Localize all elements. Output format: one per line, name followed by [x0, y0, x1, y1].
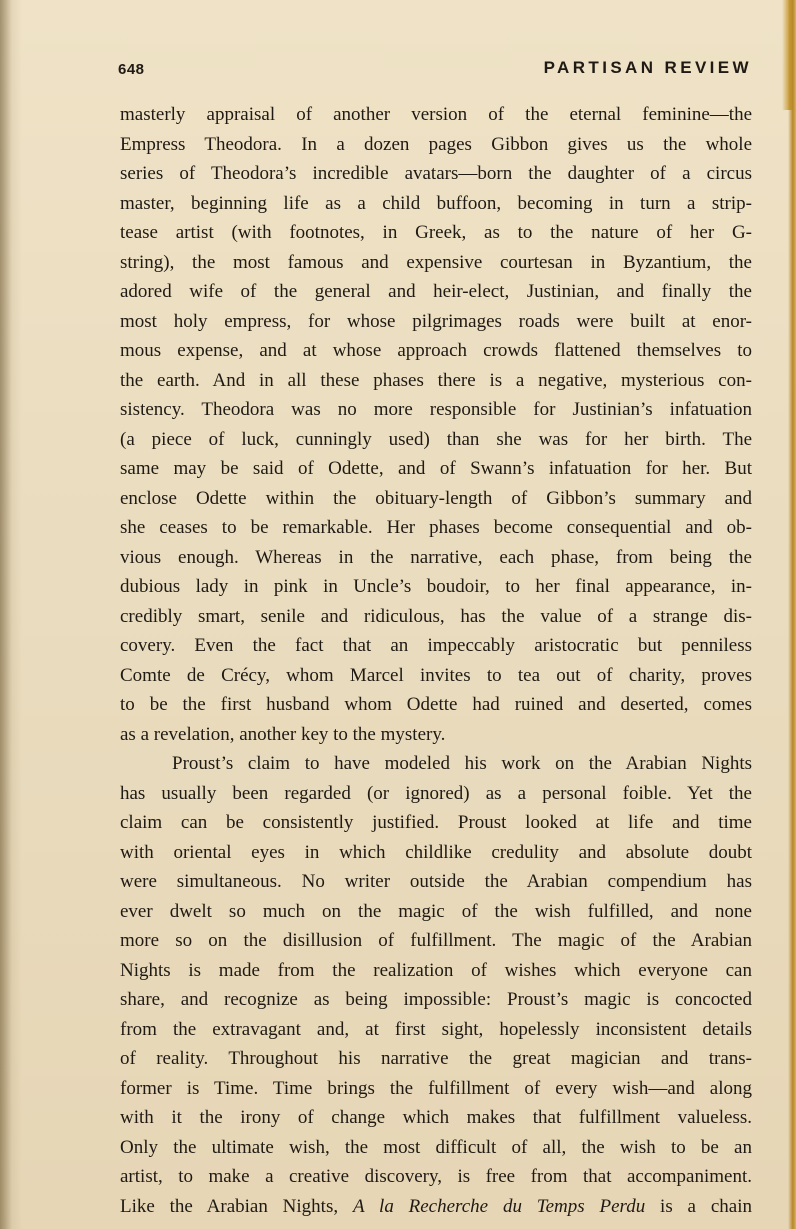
text-line: dubious lady in pink in Uncle’s boudoir, to her final appearance, in-	[120, 576, 752, 597]
text-line: Comte de Crécy, whom Marcel invites to tea out of charity, proves	[120, 664, 752, 686]
binding-shadow	[0, 0, 12, 1229]
text-line: adored wife of the general and heir-elect, Justinian, and finally the	[120, 281, 752, 302]
text-line: master, beginning life as a child buffoon, becoming in turn a strip-	[120, 192, 752, 214]
paragraph-end-line: as a revelation, another key to the mystery.	[120, 723, 446, 745]
text-line: has usually been regarded (or ignored) as a personal foible. Yet the	[120, 782, 752, 804]
text-line: were simultaneous. No writer outside the Arabian compendium has	[120, 871, 752, 892]
text-line: string), the most famous and expensive courtesan in Byzantium, the	[120, 251, 752, 273]
text-line: the earth. And in all these phases there is a negative, mysterious con-	[120, 369, 752, 391]
text-line: with oriental eyes in which childlike credulity and absolute doubt	[120, 841, 752, 863]
final-text-line	[120, 1192, 752, 1222]
text-line: most holy empress, for whose pilgrimages roads were built at enor-	[120, 310, 752, 332]
page-header	[118, 58, 752, 88]
text-line: series of Theodora’s incredible avatars—born the daughter of a circus	[120, 163, 752, 184]
text-line: covery. Even the fact that an impeccably aristocratic but penniless	[120, 635, 752, 656]
final-line-before: Like the Arabian Nights,	[120, 1195, 353, 1217]
text-line: share, and recognize as being impossible: Proust’s magic is concocted	[120, 989, 752, 1010]
text-line: ever dwelt so much on the magic of the wish fulfilled, and none	[120, 900, 752, 922]
running-head: PARTISAN REVIEW	[543, 58, 752, 77]
paragraph-start-line: Proust’s claim to have modeled his work on the Arabian Nights	[172, 753, 752, 774]
book-title: A la Recherche du Temps Perdu	[352, 1195, 646, 1217]
body-text	[120, 100, 752, 1221]
text-line: more so on the disillusion of fulfillment. The magic of the Arabian	[120, 930, 752, 951]
text-line: artist, to make a creative discovery, is free from that accompaniment.	[120, 1166, 752, 1187]
text-line: masterly appraisal of another version of the eternal feminine—the	[120, 104, 752, 125]
text-line: credibly smart, senile and ridiculous, has the value of a strange dis-	[120, 605, 752, 627]
text-line: claim can be consistently justified. Proust looked at life and time	[120, 812, 752, 833]
text-line: sistency. Theodora was no more responsible for Justinian’s infatuation	[120, 399, 752, 420]
page-number: 648	[118, 61, 145, 78]
text-line: with it the irony of change which makes that fulfillment valueless.	[120, 1107, 752, 1128]
text-line: same may be said of Odette, and of Swann’s infatuation for her. But	[120, 458, 752, 479]
page-edge	[788, 0, 796, 1229]
text-line: Empress Theodora. In a dozen pages Gibbon gives us the whole	[120, 133, 752, 155]
text-line: Only the ultimate wish, the most difficult of all, the wish to be an	[120, 1136, 752, 1158]
text-line: from the extravagant and, at first sight, hopelessly inconsistent details	[120, 1018, 752, 1040]
text-line: of reality. Throughout his narrative the great magician and trans-	[120, 1048, 752, 1069]
text-line: tease artist (with footnotes, in Greek, as to the nature of her G-	[120, 222, 752, 243]
text-line: former is Time. Time brings the fulfillment of every wish—and along	[120, 1077, 752, 1099]
text-line: Nights is made from the realization of wishes which everyone can	[120, 959, 752, 981]
text-line: (a piece of luck, cunningly used) than she was for her birth. The	[120, 428, 752, 450]
text-line: to be the first husband whom Odette had ruined and deserted, comes	[120, 694, 752, 715]
final-line-after: is a chain	[645, 1195, 752, 1217]
text-line: she ceases to be remarkable. Her phases become consequential and ob-	[120, 517, 752, 538]
text-line: vious enough. Whereas in the narrative, each phase, from being the	[120, 546, 752, 568]
text-line: mous expense, and at whose approach crowds flattened themselves to	[120, 340, 752, 361]
text-line: enclose Odette within the obituary-length of Gibbon’s summary and	[120, 487, 752, 509]
